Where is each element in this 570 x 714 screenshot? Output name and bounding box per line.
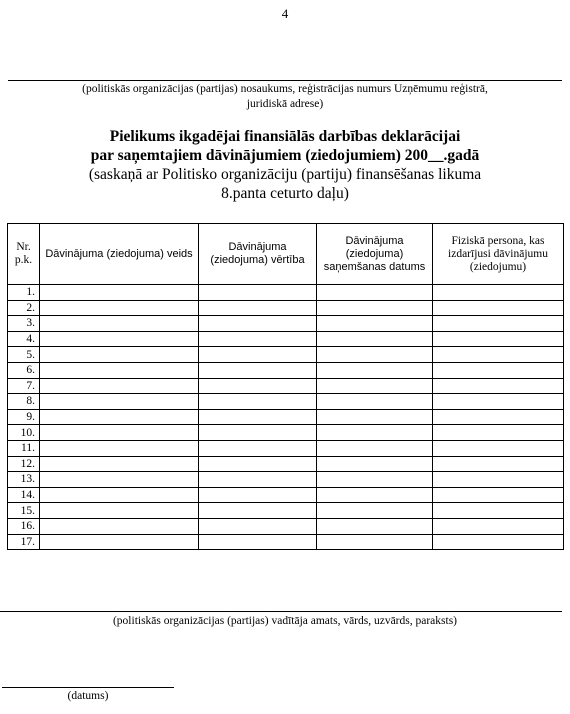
table-cell bbox=[433, 300, 564, 316]
table-cell bbox=[40, 456, 199, 472]
table-cell bbox=[199, 331, 317, 347]
row-number: 6. bbox=[8, 362, 40, 378]
header-value: Dāvinājuma (ziedojuma) vērtība bbox=[199, 224, 317, 285]
table-cell bbox=[317, 300, 433, 316]
table-cell bbox=[40, 472, 199, 488]
table-row bbox=[8, 503, 564, 519]
table-cell bbox=[317, 285, 433, 301]
row-number: 4. bbox=[8, 331, 40, 347]
table-row bbox=[8, 300, 564, 316]
row-number: 7. bbox=[8, 378, 40, 394]
title-line2: par saņemtajiem dāvinājumiem (ziedojumiem) 200__.gadā bbox=[90, 147, 480, 164]
table-cell bbox=[40, 518, 199, 534]
table-cell bbox=[199, 300, 317, 316]
table-cell bbox=[317, 394, 433, 410]
table-cell bbox=[40, 394, 199, 410]
table-cell bbox=[40, 534, 199, 550]
row-number: 10. bbox=[8, 425, 40, 441]
table-cell bbox=[433, 503, 564, 519]
org-caption-line2: juridiskā adrese) bbox=[246, 98, 324, 110]
row-number: 14. bbox=[8, 487, 40, 503]
table-row bbox=[8, 378, 564, 394]
org-name-line bbox=[8, 80, 562, 81]
table-cell bbox=[433, 394, 564, 410]
header-type: Dāvinājuma (ziedojuma) veids bbox=[40, 224, 199, 285]
date-caption: (datums) bbox=[67, 690, 109, 702]
table-cell bbox=[317, 518, 433, 534]
table-row bbox=[8, 518, 564, 534]
table-cell bbox=[40, 362, 199, 378]
table-cell bbox=[433, 472, 564, 488]
table-cell bbox=[317, 440, 433, 456]
table-cell bbox=[40, 503, 199, 519]
table-cell bbox=[40, 316, 199, 332]
table-header-row bbox=[8, 224, 564, 285]
table-cell bbox=[317, 425, 433, 441]
signature-caption: (politiskās organizācijas (partijas) vadītāja amats, vārds, uzvārds, paraksts) bbox=[112, 615, 458, 627]
title-line3: (saskaņā ar Politisko organizāciju (partiju) finansēšanas likuma bbox=[88, 166, 482, 183]
org-caption bbox=[0, 82, 570, 112]
org-caption-line1: (politiskās organizācijas (partijas) nosaukums, reģistrācijas numurs Uzņēmumu reģistrā, bbox=[82, 83, 488, 95]
header-date: Dāvinājuma (ziedojuma) saņemšanas datums bbox=[317, 224, 433, 285]
table-row bbox=[8, 331, 564, 347]
table-cell bbox=[317, 487, 433, 503]
signature-line bbox=[0, 611, 562, 612]
table-row bbox=[8, 456, 564, 472]
table-cell bbox=[433, 534, 564, 550]
row-number: 16. bbox=[8, 518, 40, 534]
table-cell bbox=[199, 378, 317, 394]
row-number: 9. bbox=[8, 409, 40, 425]
table-cell bbox=[199, 518, 317, 534]
table-cell bbox=[199, 425, 317, 441]
table-cell bbox=[199, 285, 317, 301]
table-cell bbox=[199, 534, 317, 550]
table-cell bbox=[433, 316, 564, 332]
title-line1: Pielikums ikgadējai finansiālās darbības deklarācijai bbox=[109, 128, 461, 145]
row-number: 11. bbox=[8, 440, 40, 456]
table-cell bbox=[433, 409, 564, 425]
table-cell bbox=[199, 456, 317, 472]
table-cell bbox=[40, 378, 199, 394]
table-cell bbox=[317, 347, 433, 363]
title-line4: 8.panta ceturto daļu) bbox=[221, 185, 349, 202]
table-cell bbox=[40, 440, 199, 456]
table-cell bbox=[199, 394, 317, 410]
table-cell bbox=[433, 425, 564, 441]
table-row bbox=[8, 316, 564, 332]
table-cell bbox=[40, 285, 199, 301]
table-cell bbox=[199, 487, 317, 503]
row-number: 8. bbox=[8, 394, 40, 410]
row-number: 13. bbox=[8, 472, 40, 488]
table-cell bbox=[317, 534, 433, 550]
table-cell bbox=[199, 362, 317, 378]
header-nr: Nr. p.k. bbox=[8, 224, 40, 285]
table-cell bbox=[317, 503, 433, 519]
table-cell bbox=[433, 487, 564, 503]
table-cell bbox=[40, 347, 199, 363]
table-row bbox=[8, 425, 564, 441]
row-number: 17. bbox=[8, 534, 40, 550]
table-cell bbox=[199, 472, 317, 488]
table-cell bbox=[40, 300, 199, 316]
table-cell bbox=[317, 409, 433, 425]
table-cell bbox=[317, 331, 433, 347]
header-person: Fiziskā persona, kas izdarījusi dāvinājumu (ziedojumu) bbox=[433, 224, 564, 285]
table-cell bbox=[433, 456, 564, 472]
table-cell bbox=[199, 409, 317, 425]
table-cell bbox=[199, 347, 317, 363]
page-number: 4 bbox=[281, 6, 289, 21]
table-cell bbox=[433, 285, 564, 301]
donations-table bbox=[7, 223, 564, 550]
table-row bbox=[8, 440, 564, 456]
row-number: 5. bbox=[8, 347, 40, 363]
table-cell bbox=[317, 456, 433, 472]
table-cell bbox=[317, 316, 433, 332]
table-cell bbox=[433, 331, 564, 347]
row-number: 15. bbox=[8, 503, 40, 519]
table-cell bbox=[199, 503, 317, 519]
table-cell bbox=[40, 331, 199, 347]
table-cell bbox=[433, 378, 564, 394]
table-cell bbox=[317, 362, 433, 378]
table-cell bbox=[40, 409, 199, 425]
document-title bbox=[0, 127, 570, 203]
table-cell bbox=[317, 472, 433, 488]
row-number: 3. bbox=[8, 316, 40, 332]
row-number: 1. bbox=[8, 285, 40, 301]
table-row bbox=[8, 394, 564, 410]
table-row bbox=[8, 487, 564, 503]
row-number: 2. bbox=[8, 300, 40, 316]
table-body bbox=[8, 285, 564, 550]
date-line bbox=[2, 687, 174, 688]
table-cell bbox=[199, 316, 317, 332]
table-cell bbox=[433, 362, 564, 378]
table-cell bbox=[40, 425, 199, 441]
table-cell bbox=[40, 487, 199, 503]
table-cell bbox=[199, 440, 317, 456]
table-row bbox=[8, 472, 564, 488]
table-cell bbox=[433, 440, 564, 456]
table-row bbox=[8, 534, 564, 550]
table-cell bbox=[433, 347, 564, 363]
table-cell bbox=[433, 518, 564, 534]
table-row bbox=[8, 409, 564, 425]
row-number: 12. bbox=[8, 456, 40, 472]
table-row bbox=[8, 362, 564, 378]
table-row bbox=[8, 285, 564, 301]
table-cell bbox=[317, 378, 433, 394]
table-row bbox=[8, 347, 564, 363]
